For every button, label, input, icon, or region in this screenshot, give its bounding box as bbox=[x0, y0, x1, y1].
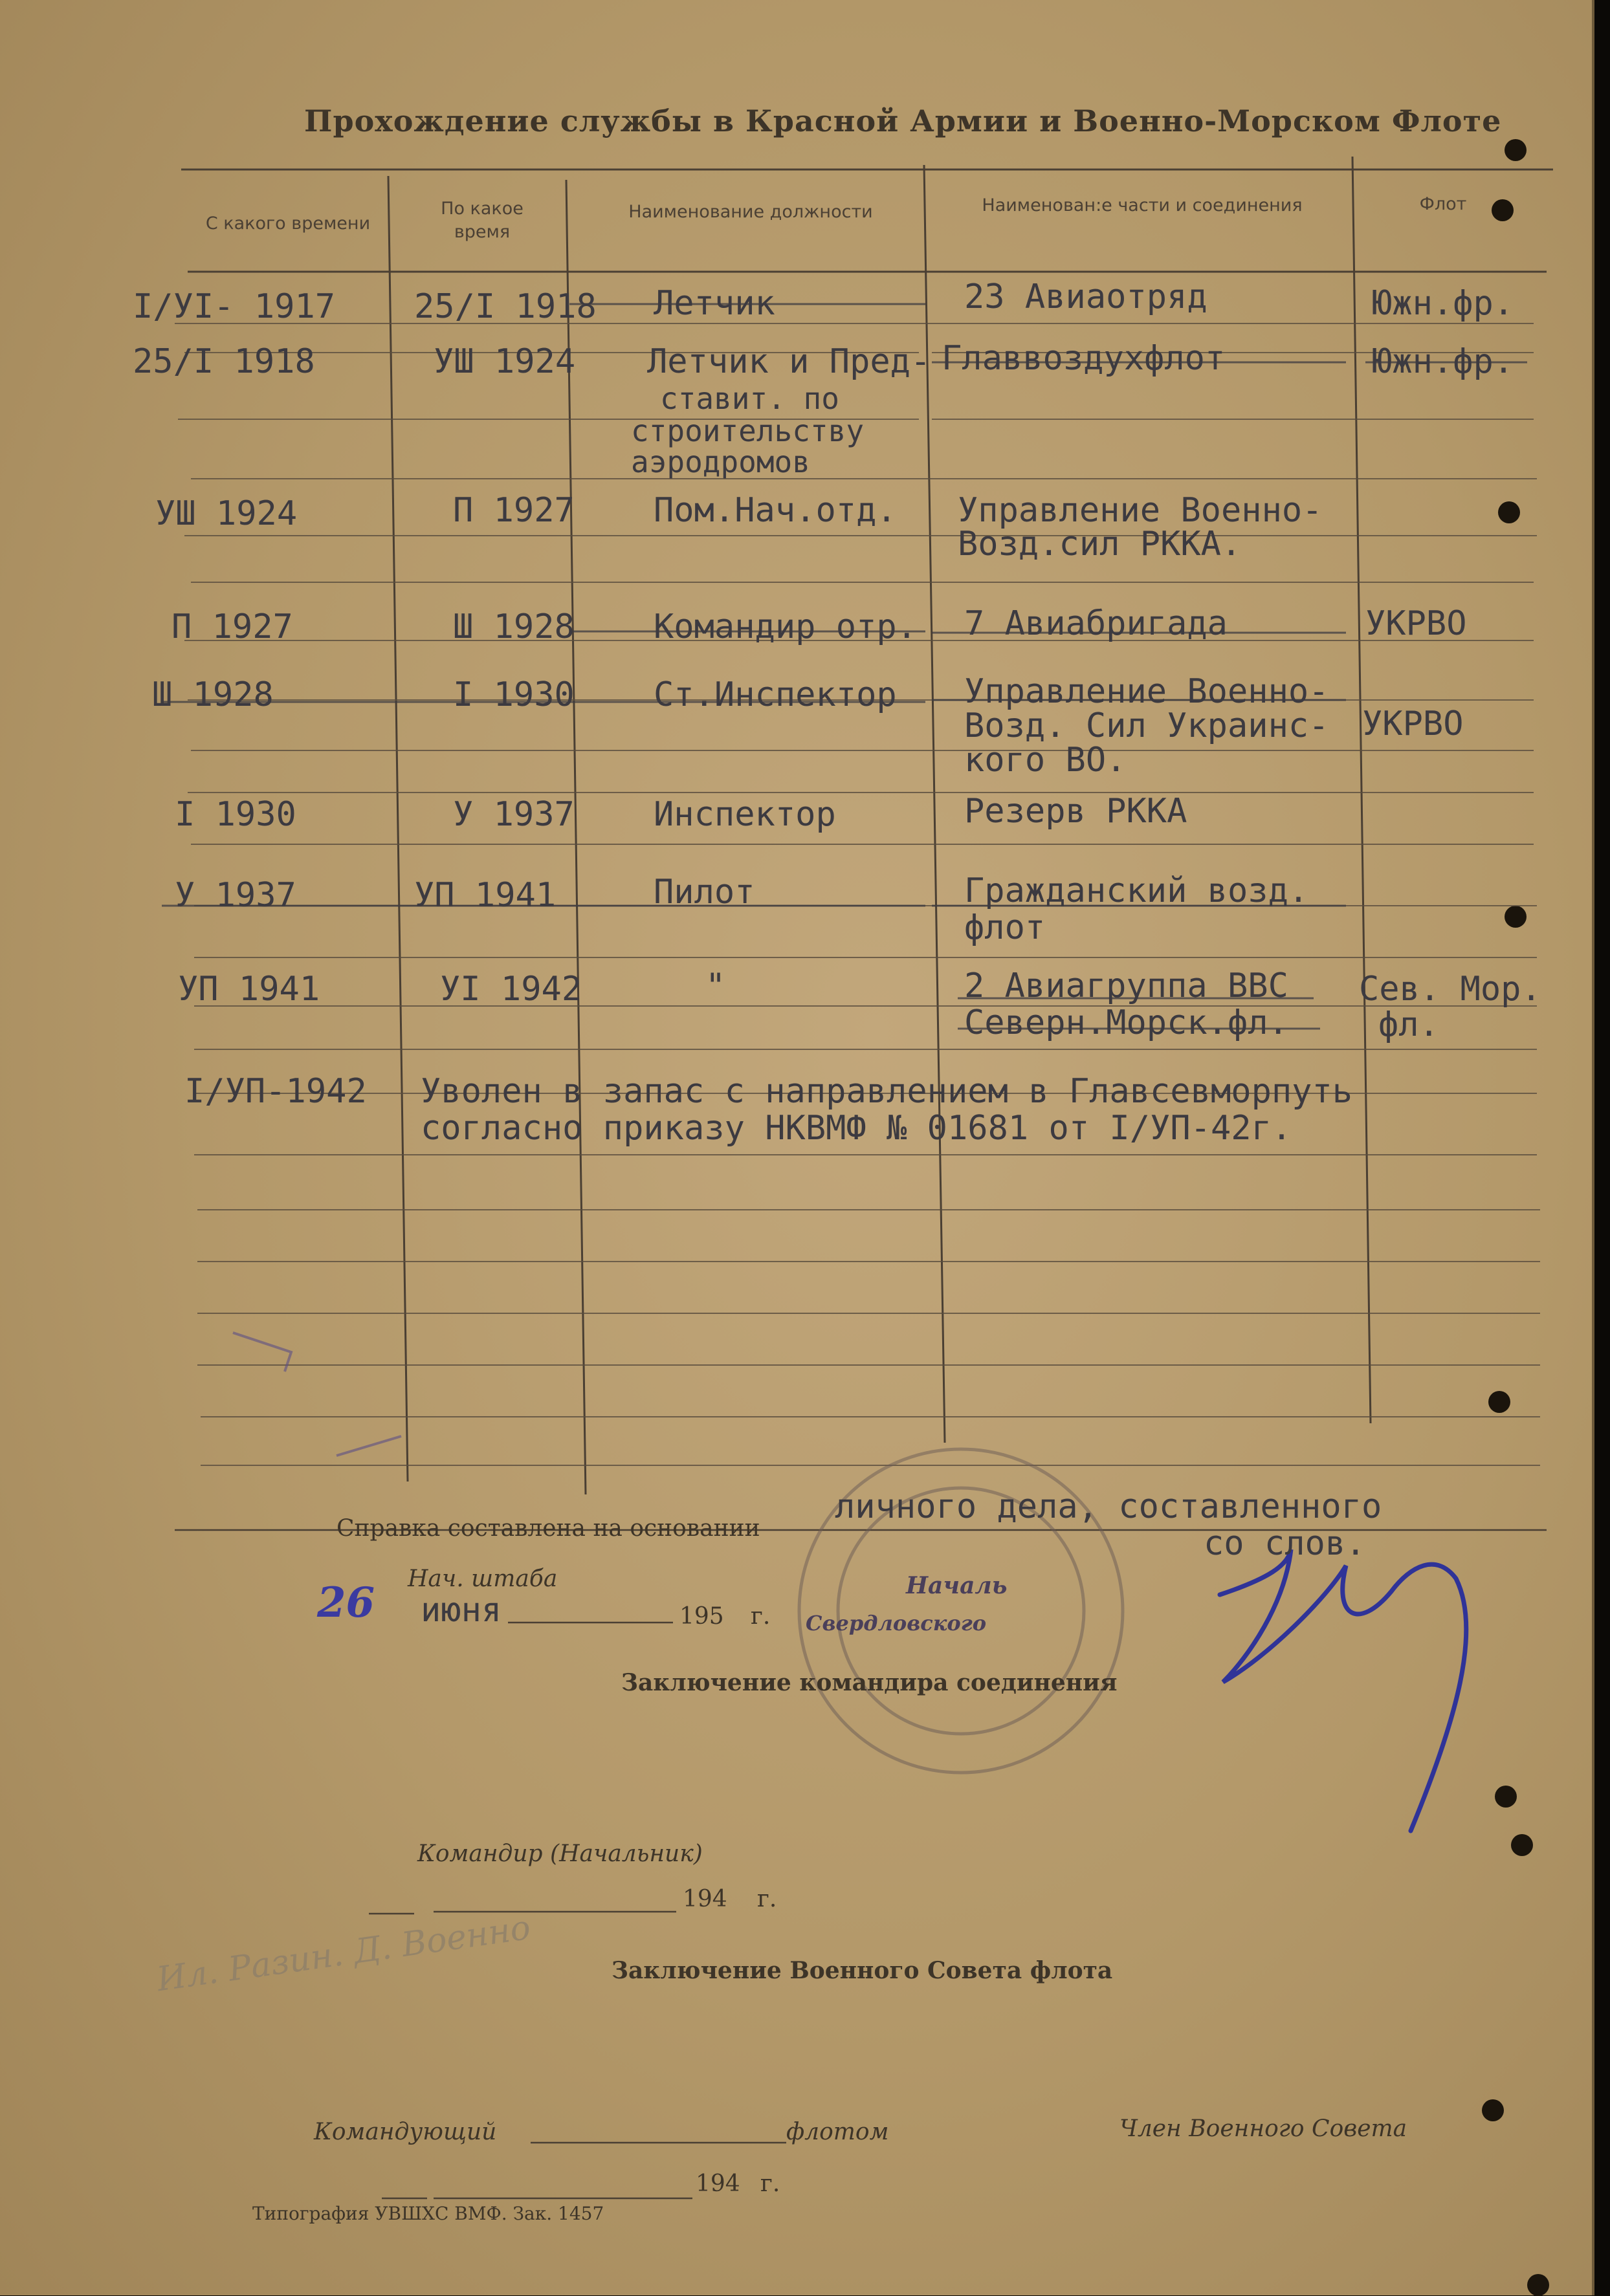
row-8-position: " bbox=[705, 967, 726, 1005]
row-2-position-line4: аэродромов bbox=[631, 444, 810, 479]
column-header-to: По какое время bbox=[441, 199, 524, 242]
row-2-to: УШ 1924 bbox=[434, 342, 576, 381]
row-4-position: Командир отр. bbox=[654, 607, 917, 646]
commanding-label: Командующий bbox=[314, 2119, 497, 2145]
column-header-from: С какого времени bbox=[205, 213, 371, 234]
row-5-position: Ст.Инспектор bbox=[654, 675, 897, 714]
row-2-from: 25/I 1918 bbox=[133, 342, 315, 381]
commander-year: 194 bbox=[683, 1886, 727, 1912]
row-3-position: Пом.Нач.отд. bbox=[654, 491, 897, 530]
form-title: Прохождение службы в Красной Армии и Военно-Морском Флоте bbox=[304, 104, 1502, 138]
year-prefix: 195 bbox=[679, 1603, 724, 1630]
row-4-unit: 7 Авиабригада bbox=[964, 604, 1228, 643]
row-7-to: УП 1941 bbox=[414, 876, 557, 915]
row-5-unit-line2: Возд. Сил Украинс- bbox=[964, 706, 1329, 745]
fleet-word: флотом bbox=[786, 2119, 889, 2145]
discharge-line1: Уволен в запас с направлением в Главсевморпуть bbox=[421, 1072, 1353, 1111]
row-4-to: Ш 1928 bbox=[453, 607, 575, 646]
row-5-to: I 1930 bbox=[453, 675, 575, 714]
pencil-note: Ил. Разин. Д. Военно bbox=[154, 1908, 533, 2000]
row-1-position: Летчик bbox=[654, 284, 775, 323]
commander-conclusion: Заключение командира соединения bbox=[621, 1669, 1118, 1696]
printer-imprint: Типография УВШХС ВМФ. Зак. 1457 bbox=[252, 2203, 604, 2224]
basis-typed: личного дела, составленного bbox=[835, 1487, 1382, 1526]
row-2-fleet: Южн.фр. bbox=[1372, 342, 1514, 381]
row-6-from: I 1930 bbox=[175, 795, 296, 834]
row-1-to: 25/I 1918 bbox=[414, 287, 597, 326]
row-7-unit: Гражданский возд. bbox=[964, 871, 1309, 910]
row-7-position: Пилот bbox=[654, 873, 755, 912]
row-5-unit: Управление Военно- bbox=[964, 672, 1329, 711]
council-conclusion: Заключение Военного Совета флота bbox=[612, 1957, 1113, 1984]
row-4-from: П 1927 bbox=[171, 607, 293, 646]
row-3-unit: Управление Военно- bbox=[958, 491, 1323, 530]
row-5-unit-line3: кого ВО. bbox=[964, 741, 1127, 780]
commander-year-suffix: г. bbox=[757, 1886, 777, 1912]
year-suffix: г. bbox=[751, 1603, 771, 1630]
row-5-fleet: УКРВО bbox=[1362, 705, 1464, 743]
commander-title: Командир (Начальник) bbox=[417, 1841, 703, 1867]
column-header-fleet: Флот bbox=[1419, 194, 1467, 214]
basis-label: Справка составлена на основании bbox=[336, 1515, 760, 1542]
row-6-unit: Резерв РККА bbox=[964, 792, 1187, 831]
row-1-fleet: Южн.фр. bbox=[1372, 284, 1514, 323]
row-5-from: Ш 1928 bbox=[152, 675, 274, 714]
handwritten-day: 26 bbox=[317, 1579, 375, 1627]
row-8-fleet: Сев. Мор. bbox=[1359, 970, 1541, 1009]
row-3-unit-line2: Возд.сил РККА. bbox=[958, 525, 1242, 563]
row-3-from: УШ 1924 bbox=[155, 494, 298, 533]
row-2-unit: Главвоздухфлот bbox=[942, 339, 1226, 378]
discharge-line2: согласно приказу НКВМФ № 01681 от I/УП-42г. bbox=[421, 1109, 1292, 1148]
row-2-position: Летчик и Пред- bbox=[647, 342, 931, 381]
column-header-unit: Наименован:е части и соединения bbox=[982, 195, 1303, 215]
stamp-text-1: Началь bbox=[906, 1572, 1008, 1599]
column-header-position: Наименование должности bbox=[628, 202, 873, 222]
row-8-fleet-line2: фл. bbox=[1378, 1005, 1439, 1044]
signer-title: Нач. штаба bbox=[408, 1566, 558, 1592]
row-8-unit-line2: Северн.Морск.фл. bbox=[964, 1003, 1288, 1042]
row-6-to: У 1937 bbox=[453, 795, 575, 834]
row-8-to: УI 1942 bbox=[440, 970, 582, 1009]
row-7-unit-line2: флот bbox=[964, 908, 1046, 947]
stamp-text-2: Свердловского bbox=[806, 1611, 987, 1635]
basis-typed-line2: со слов. bbox=[1204, 1524, 1366, 1563]
discharge-date: I/УП-1942 bbox=[184, 1072, 367, 1111]
row-2-position-line2: ставит. по bbox=[660, 381, 839, 416]
row-4-fleet: УКРВО bbox=[1365, 604, 1467, 643]
row-7-from: У 1937 bbox=[175, 876, 296, 915]
council-year-suffix: г. bbox=[760, 2170, 780, 2197]
council-year: 194 bbox=[696, 2170, 740, 2197]
signature bbox=[1220, 1549, 1466, 1831]
row-8-from: УП 1941 bbox=[178, 970, 320, 1009]
row-2-position-line3: строительству bbox=[631, 413, 865, 448]
council-member-label: Член Военного Совета bbox=[1119, 2116, 1407, 2142]
row-1-unit: 23 Авиаотряд bbox=[964, 278, 1208, 316]
row-6-position: Инспектор bbox=[654, 795, 836, 834]
month-typed: июня bbox=[421, 1591, 502, 1630]
row-3-to: П 1927 bbox=[453, 491, 575, 530]
row-1-from: I/УI- 1917 bbox=[133, 287, 336, 326]
row-8-unit: 2 Авиагруппа ВВС bbox=[964, 967, 1288, 1005]
